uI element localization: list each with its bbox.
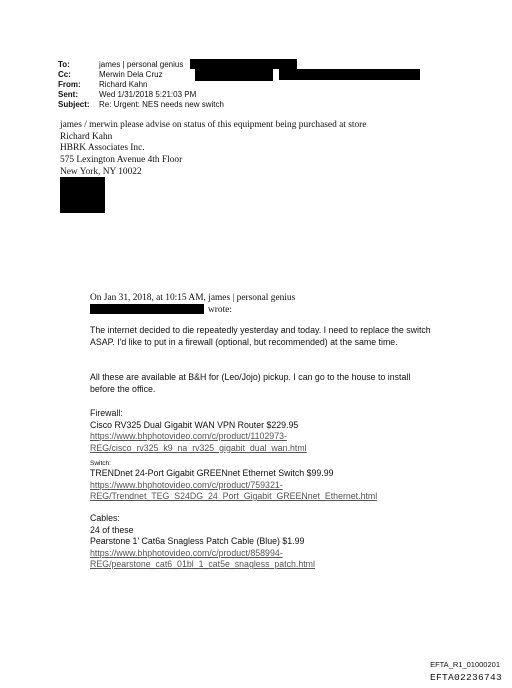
from-label: From:	[58, 80, 81, 89]
footer-reference-1: EFTA_R1_01000201	[430, 660, 500, 669]
cables-qty: 24 of these	[90, 524, 134, 535]
to-label: To:	[58, 60, 70, 69]
sent-row	[58, 90, 224, 100]
switch-link-line1[interactable]: https://www.bhphotovideo.com/c/product/759321-	[90, 479, 283, 490]
reply-message: james / merwin please advise on status of this equipment being purchased at store	[60, 120, 367, 130]
cables-label: Cables:	[90, 513, 120, 523]
firewall-section	[90, 408, 435, 454]
footer-reference-2: EFTA02236743	[429, 672, 502, 683]
sent-value: Wed 1/31/2018 5:21:03 PM	[99, 90, 197, 99]
firewall-item: Cisco RV325 Dual Gigabit WAN VPN Router $229.95	[90, 419, 299, 430]
firewall-link-line2[interactable]: REG/cisco_rv325_k9_na_rv325_gigabit_dual_wan.html	[90, 442, 307, 453]
to-value: james | personal genius	[99, 60, 184, 69]
redaction-cc-2	[279, 69, 420, 80]
signature-name: Richard Kahn	[60, 131, 113, 142]
cables-link-line1[interactable]: https://www.bhphotovideo.com/c/product/858994-	[90, 547, 283, 558]
quoted-paragraph-1: The internet decided to die repeatedly yesterday and today. I need to replace the switch ASAP. I'd like to put in a firewall (optional, but recommended) at the same time.	[90, 325, 431, 347]
redaction-to	[190, 59, 297, 69]
cables-link-line2[interactable]: REG/pearstone_cat6_01bl_1_cat5e_snagless_patch.html	[90, 559, 315, 569]
quoted-wrote: wrote:	[208, 305, 232, 315]
sent-label: Sent:	[58, 90, 78, 99]
signature-company: HBRK Associates Inc.	[60, 143, 145, 154]
reply-block	[60, 120, 366, 179]
firewall-label: Firewall:	[90, 408, 123, 418]
quoted-intro: On Jan 31, 2018, at 10:15 AM, james | personal genius	[90, 293, 296, 303]
signature-city: New York, NY 10022	[60, 166, 142, 177]
cables-section	[90, 513, 435, 571]
quoted-header	[90, 292, 295, 316]
switch-link-line2[interactable]: REG/Trendnet_TEG_S24DG_24_Port_Gigabit_GREENnet_Ethernet.html	[90, 491, 378, 501]
cc-value: Merwin Dela Cruz	[99, 70, 163, 79]
redaction-cc-1	[195, 69, 273, 81]
switch-section	[90, 459, 435, 503]
switch-label: Switch:	[90, 460, 111, 467]
cables-item: Pearstone 1' Cat6a Snagless Patch Cable (Blue) $1.99	[90, 536, 305, 546]
subject-label: Subject:	[58, 100, 90, 109]
firewall-link-line1[interactable]: https://www.bhphotovideo.com/c/product/1102973-	[90, 431, 287, 441]
quoted-paragraph-2: All these are available at B&H for (Leo/Jojo) pickup. I can go to the house to install before the office.	[90, 372, 411, 394]
switch-item: TRENDnet 24-Port Gigabit GREENnet Ethernet Switch $99.99	[90, 468, 334, 478]
from-row	[58, 80, 224, 90]
cc-label: Cc:	[58, 70, 71, 79]
subject-row	[58, 100, 224, 110]
signature-address: 575 Lexington Avenue 4th Floor	[60, 155, 183, 166]
redaction-signature	[60, 177, 105, 213]
from-value: Richard Kahn	[99, 80, 148, 89]
subject-value: Re: Urgent: NES needs new switch	[99, 100, 224, 109]
